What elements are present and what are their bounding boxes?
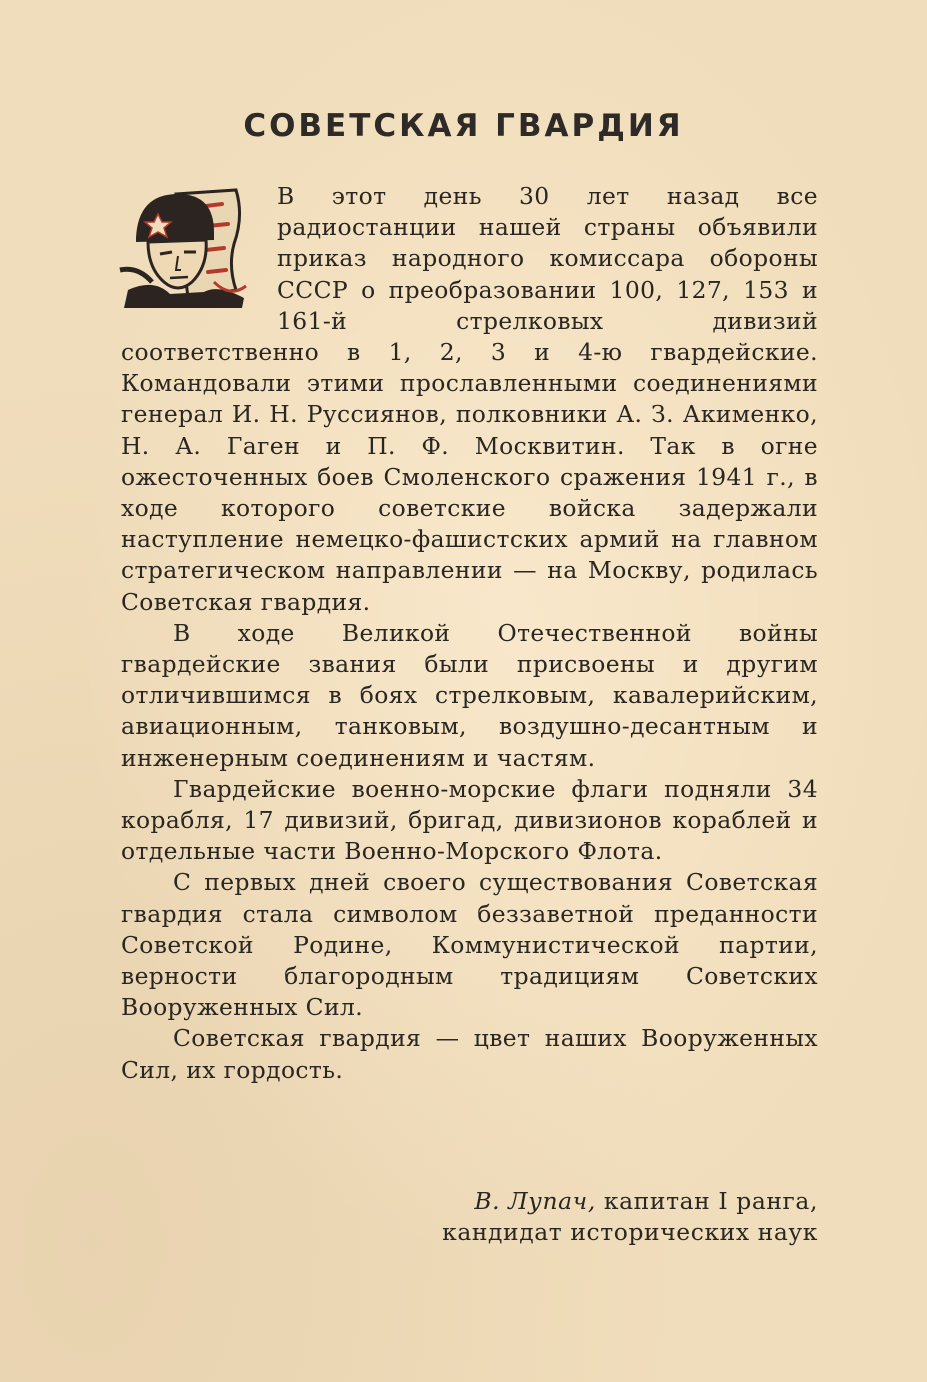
- article-body: [121, 181, 818, 1086]
- paragraph-1: В этот день 30 лет назад все радиостанции нашей страны объявили приказ народного комиссара обороны СССР о преобразовании 100, 127, 153 и 161-й стрелковых дивизий соответственно в 1, 2, 3 и 4-ю гвардейские. Командовали этими прославленными соединениями генерал И. Н. Руссиянов, полковники А. З. Акименко, Н. А. Гаген и П. Ф. Москвитин. Так в огне ожесточенных боев Смоленского сражения 1941 г., в ходе которого советские войска задержали наступление немецко-фашистских армий на главном стратегическом направлении — на Москву, родилась Советская гвардия.: [121, 182, 818, 616]
- paragraph-4: С первых дней своего существования Советская гвардия стала символом беззаветной преданности Советской Родине, Коммунистической партии, верности благородным традициям Советских Вооруженных Сил.: [121, 868, 818, 1022]
- author-signature: [121, 1186, 818, 1248]
- paragraph-3: Гвардейские военно-морские флаги подняли 34 корабля, 17 дивизий, бригад, дивизионов кораблей и отдельные части Военно-Морского Флота.: [121, 774, 818, 866]
- signature-line-1: [121, 1186, 818, 1217]
- author-name: В. Лупач,: [474, 1187, 596, 1215]
- paragraph-2: В ходе Великой Отечественной войны гвардейские звания были присвоены и другим отличившимся в боях стрелковым, кавалерийским, авиационным, танковым, воздушно-десантным и инженерным соединениям и частям.: [121, 618, 818, 772]
- paragraph-5: Советская гвардия — цвет наших Вооруженных Сил, их гордость.: [121, 1024, 818, 1084]
- page-title: СОВЕТСКАЯ ГВАРДИЯ: [243, 108, 684, 144]
- emblem-spacer: [121, 181, 277, 336]
- author-degree: кандидат исторических наук: [442, 1218, 818, 1246]
- author-rank: капитан I ранга,: [603, 1187, 818, 1215]
